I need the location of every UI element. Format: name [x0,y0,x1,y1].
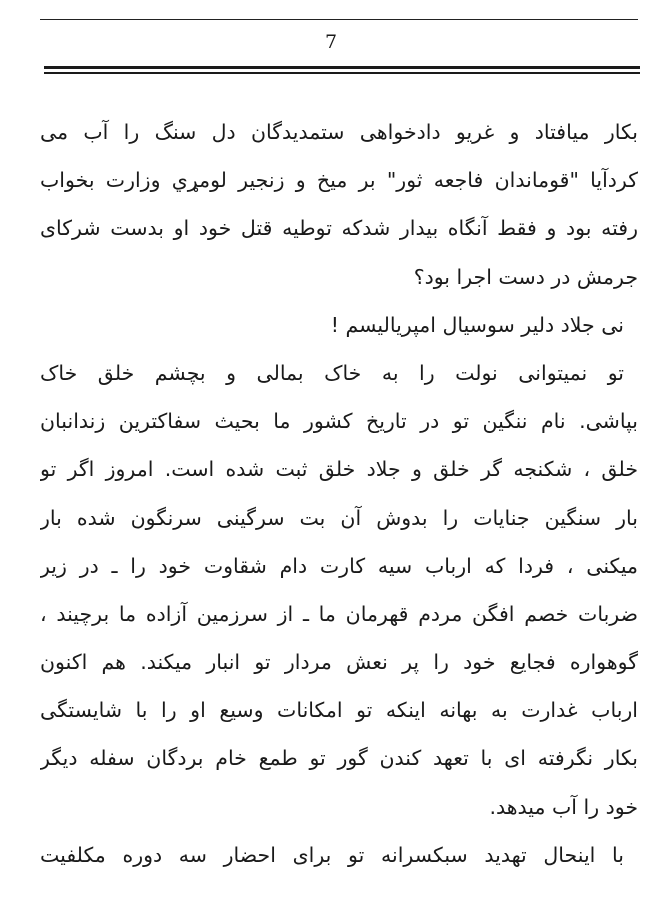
text-line: با اینحال تهدید سبکسرانه تو برای احضار سه دوره مکلفیت [40,842,624,867]
text-line: بار سنگین جنایات را بدوش آن بت سرگینی سرنگون شده بار [40,505,638,530]
header-rule-thick [44,66,640,69]
text-line: گوهواره فجایع خود را پر نعش مردار تو انبار میکند. هم اکنون [40,650,638,675]
text-line: ضربات خصم افگن مردم قهرمان ما ـ از سرزمین آزاده ما برچیند ، [40,601,638,626]
text-line: بکار میافتاد و غریو دادخواهی ستمدیدگان دل سنگ را آب می [40,120,638,144]
text-line: بکار نگرفته ای با تعهد کندن گور تو طمع خام بردگان سفله دیگر [40,746,638,771]
text-line: کردآیا "قوماندان فاجعه ثور" بر میخ و زنجیر لومړي وزارت بخواب [40,168,638,193]
header-rule-top [40,19,638,20]
page-number: 7 [324,31,338,53]
text-line: بپاشی. نام ننگین تو در تاریخ کشور ما بحیث سفاکترین زندانبان [40,409,638,434]
body-text [40,108,638,879]
text-line: میکنی ، فردا که ارباب سیه کارت دام شقاوت خود را ـ در زیر [40,553,638,578]
text-line: ارباب غدارت به بهانه اینکه تو امکانات وسیع او را با شایستگی [40,698,638,723]
text-line: خلق ، شکنجه گر خلق و جلاد خلق ثبت شده است. امروز اگر تو [40,457,638,482]
text-line: رفته بود و فقط آنگاه بیدار شدکه توطیه قتل خود او بدست شرکای [40,216,638,241]
header-rule-thin [44,72,640,74]
text-line: تو نمیتوانی نولت را به خاک بمالی و بچشم خلق خاک [40,360,624,385]
text-line: خود را آب میدهد. [489,794,638,819]
text-line: نی جلاد دلیر سوسیال امپریالیسم ! [330,312,624,337]
text-line: جرمش در دست اجرا بود؟ [413,264,638,289]
